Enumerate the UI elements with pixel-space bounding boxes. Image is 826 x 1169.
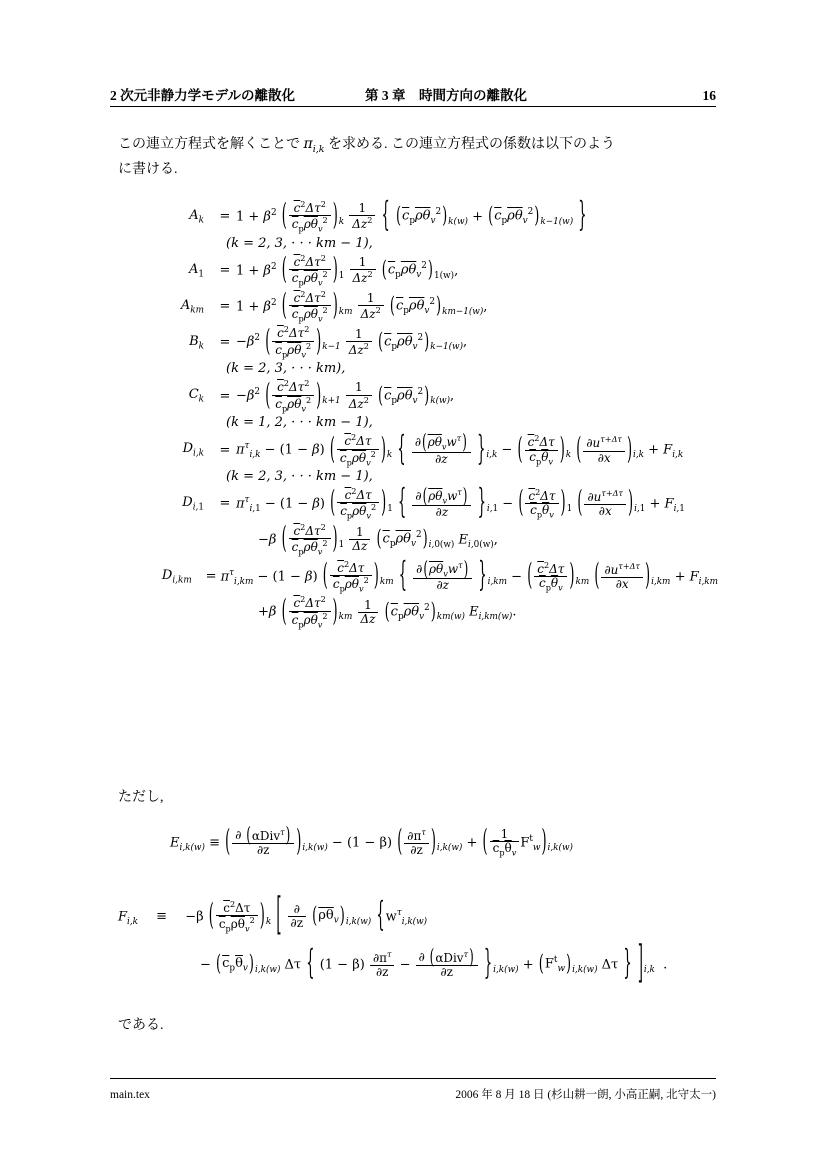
condition-k-2-km-1-b: (k = 2, 3, · · · km − 1), xyxy=(226,468,373,484)
equation-A-k xyxy=(118,197,718,237)
equation-E: $E_{i,k(w)}$ ≡ ( $\frac{\partial (\alpha Div^\tau)}{\partial z}$ )$_{i,k(w)} - (1 - \beta)$ ( $\frac{\partial\pi^\tau}{\partial z}$ )$_{i,k(w)}$ + ( $\frac{1}{\overline{c}_p\overline{\theta}_v}$ $F^t_w)_{i,k(w)}$ xyxy=(170,822,573,861)
equation-D-i-km-lhs: $D_{i,km}$ xyxy=(161,567,192,586)
intro-text-line2: に書ける. xyxy=(118,162,178,178)
equation-D-i-km-cont: +β ( $\frac{\overline{c}^2\Delta\tau^2}{\overline{c}_p\overline{\rho}\overline{\theta}_v^2}$ )$_{km}$ $\frac{1}{\Delta z}$ $(\overline{c}_p\overline{\rho}\overline{\theta}_v^2)_{km(w)}$ $E_{i,km(w)}$. xyxy=(258,594,517,630)
equation-A-k-lhs: $A_k$ xyxy=(189,208,204,226)
equation-B-k-lhs: $B_k$ xyxy=(189,333,204,352)
equation-D-i-k-lhs: $D_{i,k}$ xyxy=(182,441,204,459)
equation-A-1-lhs: $A_1$ xyxy=(188,261,204,280)
inline-pi-symbol: $\pi_{i,k}$ xyxy=(303,136,325,155)
page-number: 16 xyxy=(702,88,716,103)
equation-D-i-1-cont: −β ( $\frac{\overline{c}^2\Delta\tau^2}{\overline{c}_p\overline{\rho}\overline{\theta}_v^2}$ )$_1$ $\frac{1}{\Delta z}$ $(\overline{c}_p\overline{\rho}\overline{\theta}_v^2)_{i,0(w)}$ $E_{i,0(w)}$, xyxy=(258,521,498,557)
equation-array xyxy=(118,197,718,632)
equation-D-i-1 xyxy=(118,483,718,524)
equals-sign: = xyxy=(219,442,231,458)
equation-B-k-rhs: $-\beta^2$ ( $\frac{\overline{c}^2\Delta\tau^2}{\overline{c}_p\overline{\rho}\overline{\theta}_v^2}$ )$_{k-1}$ $\frac{1}{\Delta z^2}$ $(\overline{c}_p\overline{\rho}\overline{\theta}_v^2)_{k-1(w)}$, xyxy=(236,324,468,360)
condition-k-1-km-1: (k = 1, 2, · · · km − 1), xyxy=(226,415,373,431)
header-rule xyxy=(110,106,716,107)
intro-text-pre: この連立方程式を解くことで xyxy=(118,137,300,152)
equation-C-k-rhs: $-\beta^2$ ( $\frac{\overline{c}^2\Delta\tau^2}{\overline{c}_p\overline{\rho}\overline{\theta}_v^2}$ )$_{k+1}$ $\frac{1}{\Delta z^2}$ $(\overline{c}_p\overline{\rho}\overline{\theta}_v^2)_{k(w)}$, xyxy=(236,378,455,414)
equation-C-k-lhs: $C_k$ xyxy=(188,387,204,406)
equation-D-i-1-rhs: $\pi^\tau_{i,1} - (1 - \beta)$ ( $\frac{\overline{c}^2\Delta\tau}{\overline{c}_p\overline{\rho}\overline{\theta}_v^2}$ )$_1$ { $\frac{\partial(\overline{\rho}\overline{\theta}_vw^\tau)}{\partial z}$ }$_{i,1}$ − ( $\frac{\overline{c}^2\Delta\tau}{\overline{c}_p\overline{\theta}_v}$ )$_1$ ( $\frac{\partial u^{\tau+\Delta\tau}}{\partial x}$ )$_{i,1} + F_{i,1}$ xyxy=(236,483,685,524)
footer-date-authors: 2006 年 8 月 18 日 (杉山耕一朗, 小高正嗣, 北守太一) xyxy=(455,1089,716,1101)
running-head-chapter: 第 3 章 時間方向の離散化 xyxy=(364,88,527,103)
equation-A-1-rhs: $1 + \beta^2$ ( $\frac{\overline{c}^2\Delta\tau^2}{\overline{c}_p\overline{\rho}\overline{\theta}_v^2}$ )$_1$ $\frac{1}{\Delta z^2}$ $(\overline{c}_p\overline{\rho}\overline{\theta}_v^2)_{1(w)}$, xyxy=(236,252,459,288)
condition-k-2-km-1: (k = 2, 3, · · · km − 1), xyxy=(226,235,373,251)
condition-k-2-km: (k = 2, 3, · · · km), xyxy=(226,361,346,377)
equals-sign: = xyxy=(219,299,231,315)
intro-paragraph xyxy=(118,132,716,183)
equals-sign: = xyxy=(219,388,231,404)
equation-A-k-rhs: $1 + \beta^2$ ( $\frac{\overline{c}^2\Delta\tau^2}{\overline{c}_p\overline{\rho}\overline{\theta}_v^2}$ )$_k$ $\frac{1}{\Delta z^2}$ { $(\overline{c}_p\overline{\rho}\overline{\theta}_v^2)_{k(w)} + (\overline{c}_p\overline{\rho}\overline{\theta}_v^2)_{k-1(w)}$ } xyxy=(236,197,587,237)
equation-D-i-k-rhs: $\pi^\tau_{i,k} - (1 - \beta)$ ( $\frac{\overline{c}^2\Delta\tau}{\overline{c}_p\overline{\rho}\overline{\theta}_v^2}$ )$_k$ { $\frac{\partial(\overline{\rho}\overline{\theta}_vw^\tau)}{\partial z}$ }$_{i,k}$ − ( $\frac{\overline{c}^2\Delta\tau}{\overline{c}_p\overline{\theta}_v}$ )$_k$ ( $\frac{\partial u^{\tau+\Delta\tau}}{\partial x}$ )$_{i,k} + F_{i,k}$ xyxy=(236,429,684,470)
equation-A-1 xyxy=(118,254,718,288)
equation-A-km-rhs: $1 + \beta^2$ ( $\frac{\overline{c}^2\Delta\tau^2}{\overline{c}_p\overline{\rho}\overline{\theta}_v^2}$ )$_{km}$ $\frac{1}{\Delta z^2}$ $(\overline{c}_p\overline{\rho}\overline{\theta}_v^2)_{km-1(w)}$, xyxy=(236,288,488,324)
equation-A-km xyxy=(118,290,718,324)
equals-sign: = xyxy=(219,263,231,279)
equation-D-i-k xyxy=(118,429,718,470)
intro-text-mid: を求める. この連立方程式の係数は以下のよう xyxy=(328,137,616,152)
equation-D-i-km-rhs: $\pi^\tau_{i,km} - (1 - \beta)$ ( $\frac{\overline{c}^2\Delta\tau}{\overline{c}_p\overline{\rho}\overline{\theta}_v^2}$ )$_{km}$ { $\frac{\partial(\overline{\rho}\overline{\theta}_vw^\tau)}{\partial z}$ }$_{i,km}$ − ( $\frac{\overline{c}^2\Delta\tau}{\overline{c}_p\overline{\theta}_v}$ )$_{km}$ ( $\frac{\partial u^{\tau+\Delta\tau}}{\partial x}$ )$_{i,km} + F_{i,km}$ xyxy=(220,556,718,597)
running-head xyxy=(110,84,716,104)
footer-filename: main.tex xyxy=(110,1089,150,1101)
tadashi-paragraph: ただし, xyxy=(118,790,164,805)
equals-sign: = xyxy=(205,569,217,585)
running-head-left: 2 次元非静力学モデルの離散化 xyxy=(110,88,295,103)
equation-A-km-lhs: $A_{km}$ xyxy=(180,297,204,316)
footer-rule xyxy=(110,1078,716,1079)
equals-sign: = xyxy=(219,209,231,225)
equation-F: $F_{i,k} \equiv -\beta$ ( $\frac{\overline{c}^2\Delta\tau}{\overline{c}_p\overline{\rho}\overline{\theta}_v^2}$ )$_k$ [ $\frac{\partial}{\partial z}$ $(\overline{\rho}\overline{\theta}_v)_{i,k(w)}$ {$w^\tau_{i,k(w)}$ xyxy=(118,891,428,943)
equation-D-i-1-lhs: $D_{i,1}$ xyxy=(182,495,204,513)
equation-F-continuation: − $(\overline{c}_p\overline{\theta}_v)_{i,k(w)}$ Δτ { (1 − β) $\frac{\partial\pi^\tau}{\partial z}$ − $\frac{\partial (\alpha Div^\tau)}{\partial z}$ }$_{i,k(w)} + (F^t_w)_{i,k(w)}$ Δτ } ]$_{i,k}$ . xyxy=(200,939,668,991)
dearu-paragraph: である. xyxy=(118,1018,164,1033)
page-footer xyxy=(110,1086,716,1102)
equation-D-i-km xyxy=(118,556,718,597)
equals-sign: = xyxy=(219,334,231,350)
equation-C-k xyxy=(118,379,718,413)
equals-sign: = xyxy=(219,496,231,512)
equation-B-k xyxy=(118,325,718,359)
